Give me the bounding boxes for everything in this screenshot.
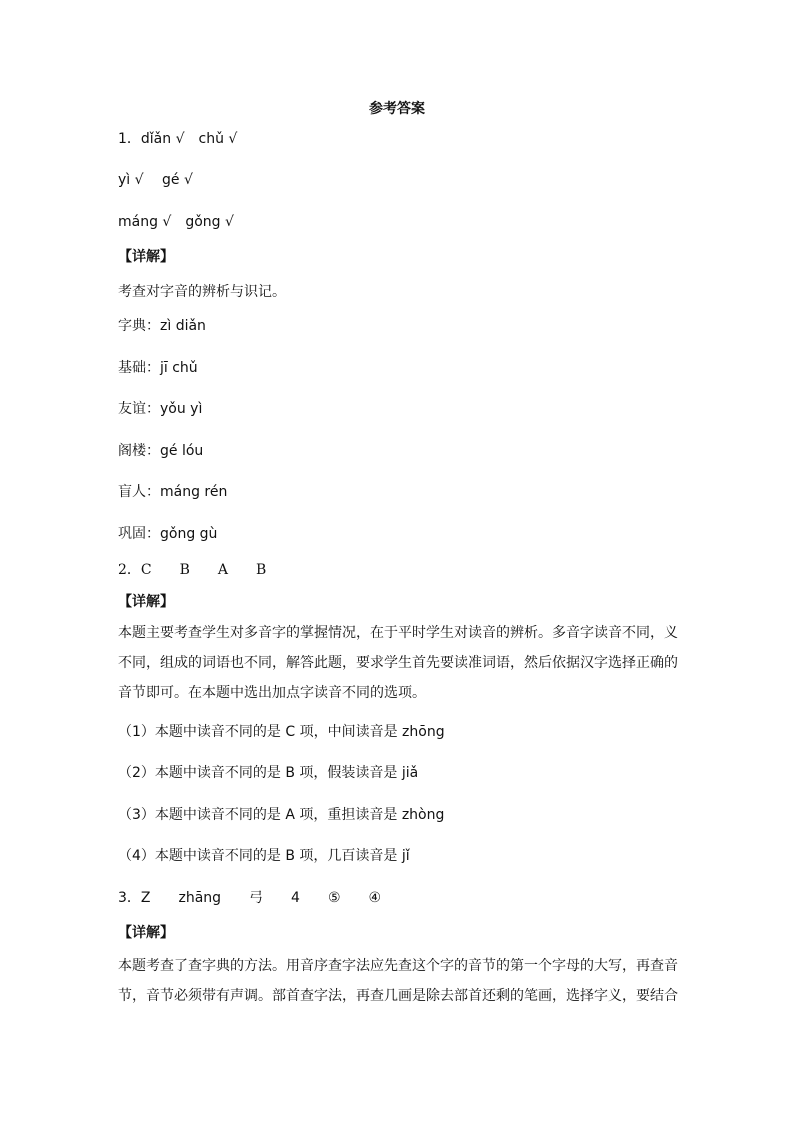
- q1-intro: 考查对字音的辨析与识记。: [118, 284, 286, 300]
- q2-item: （1）本题中读音不同的是 C 项，中间读音是 zhōng: [118, 724, 445, 740]
- q3-explanation-paragraph: 本题考查了查字典的方法。用音序查字法应先查这个字的音节的第一个字母的大写，再查音节，音节必须带有声调。部首查字法，再查几画是除去部首还剩的笔画，选择字义，要结合: [118, 958, 678, 1004]
- q1-item: 巩固：gǒng gù: [118, 526, 218, 542]
- q3-detail-label: 【详解】: [118, 925, 174, 941]
- q2-item: （2）本题中读音不同的是 B 项，假装读音是 jiǎ: [118, 765, 419, 781]
- q1-detail-label: 【详解】: [118, 249, 174, 265]
- q2-item: （3）本题中读音不同的是 A 项，重担读音是 zhòng: [118, 807, 445, 823]
- q1-answer-line-3: máng √ gǒng √: [118, 214, 234, 230]
- page-title: 参考答案: [369, 101, 425, 117]
- q1-item: 字典：zì diǎn: [118, 318, 206, 334]
- q1-answer-line-2: yì √ gé √: [118, 172, 193, 188]
- q3-answer-line: 3．Z zhāng 弓 4 ⑤ ④: [118, 890, 382, 906]
- q2-explanation-paragraph: 本题主要考查学生对多音字的掌握情况，在于平时学生对读音的辨析。多音字读音不同，义不同，组成的词语也不同，解答此题，要求学生首先要读准词语，然后依据汉字选择正确的音节即可。在本题中选出加点字读音不同的选项。: [118, 625, 678, 701]
- q2-detail-label: 【详解】: [118, 594, 174, 610]
- q1-item: 基础：jī chǔ: [118, 360, 198, 376]
- q2-answer-line: 2．C B A B: [118, 562, 267, 578]
- q1-item: 盲人：máng rén: [118, 484, 228, 500]
- q2-item: （4）本题中读音不同的是 B 项，几百读音是 jǐ: [118, 848, 410, 864]
- q1-answer-line-1: 1．dǐǎn √ chǔ √: [118, 131, 238, 147]
- q1-item: 友谊：yǒu yì: [118, 401, 203, 417]
- q1-item: 阁楼：gé lóu: [118, 443, 204, 459]
